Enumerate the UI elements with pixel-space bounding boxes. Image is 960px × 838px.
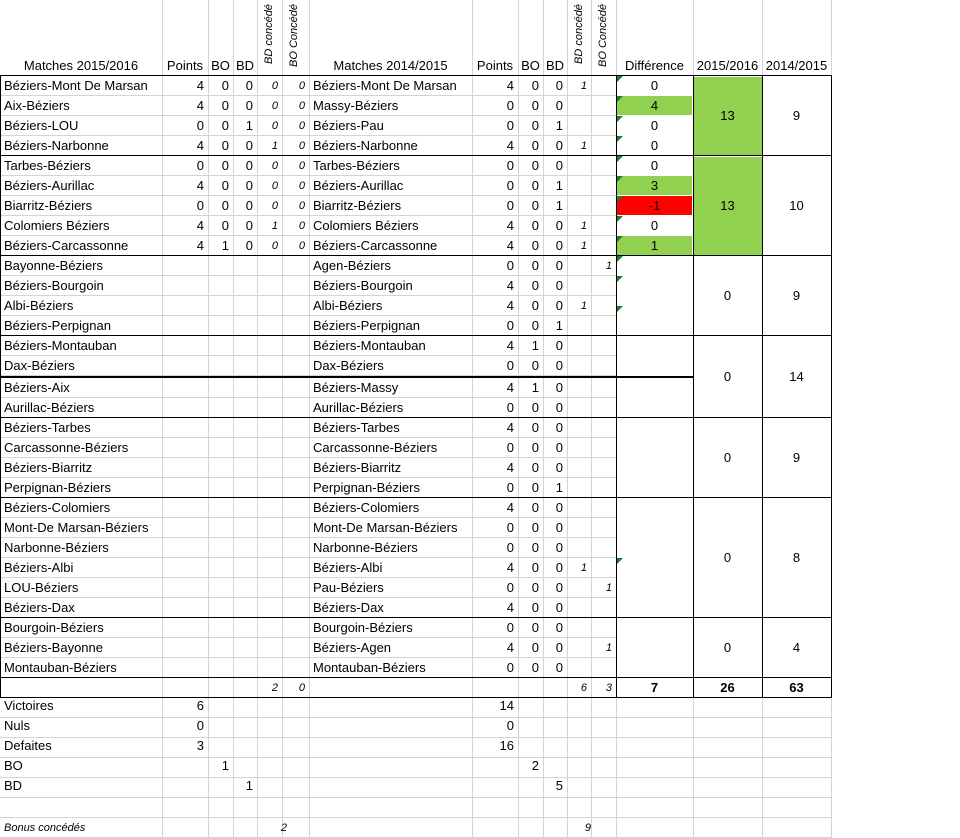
cell-bo2[interactable]: 0 <box>531 158 539 173</box>
cell-bo2[interactable]: 0 <box>531 358 539 373</box>
cell-bd[interactable]: 0 <box>245 138 253 153</box>
cell-bo2[interactable]: 0 <box>531 500 539 515</box>
cell-bdc[interactable]: 0 <box>271 200 278 212</box>
comment-flag-icon <box>617 306 623 312</box>
group-total-2015: 13 <box>720 108 735 123</box>
cell-bdc[interactable]: 0 <box>271 240 278 252</box>
cell-boc[interactable]: 0 <box>298 180 305 192</box>
cell-bo2[interactable]: 0 <box>531 318 539 333</box>
summary-p: 3 <box>196 738 204 753</box>
cell-m14[interactable]: Aurillac-Béziers <box>313 400 404 415</box>
cell-boc[interactable]: 0 <box>298 220 305 232</box>
cell-bd2[interactable]: 0 <box>555 238 563 253</box>
cell-m14[interactable]: Béziers-Narbonne <box>313 138 418 153</box>
cell-bd2[interactable]: 0 <box>555 278 563 293</box>
cell-bo2[interactable]: 0 <box>531 660 539 675</box>
cell-bd[interactable]: 0 <box>245 218 253 233</box>
cell-bd2[interactable]: 0 <box>555 218 563 233</box>
group-total-2014: 9 <box>792 288 801 303</box>
cell-bd2[interactable]: 0 <box>555 258 563 273</box>
cell-p2[interactable]: 0 <box>506 440 514 455</box>
cell-m14[interactable]: Béziers-Aurillac <box>313 178 404 193</box>
cell-bd2[interactable]: 0 <box>555 620 563 635</box>
cell-boc[interactable]: 0 <box>298 80 305 92</box>
cell-m14[interactable]: Béziers-Agen <box>313 640 392 655</box>
cell-p[interactable]: 0 <box>196 158 204 173</box>
cell-bd2[interactable]: 0 <box>555 158 563 173</box>
summary-p: 0 <box>196 718 204 733</box>
cell-bd2[interactable]: 0 <box>555 520 563 535</box>
cell-bdc[interactable]: 0 <box>271 100 278 112</box>
cell-m15[interactable]: Béziers-Aix <box>4 380 70 395</box>
cell-p[interactable]: 0 <box>196 198 204 213</box>
cell-bdc[interactable]: 0 <box>271 160 278 172</box>
cell-bd2[interactable]: 0 <box>555 600 563 615</box>
cell-diff[interactable]: 0 <box>650 138 659 153</box>
cell-bo2[interactable]: 0 <box>531 420 539 435</box>
cell-bd2[interactable]: 1 <box>555 118 563 133</box>
cell-m15[interactable]: Béziers-Tarbes <box>4 420 91 435</box>
summary-p2: 0 <box>506 718 514 733</box>
cell-m14[interactable]: Béziers-Bourgoin <box>313 278 413 293</box>
cell-p2[interactable]: 4 <box>506 640 514 655</box>
cell-bd2[interactable]: 0 <box>555 500 563 515</box>
cell-bo2[interactable]: 0 <box>531 98 539 113</box>
summary-p2: 16 <box>499 738 514 753</box>
header-points-2014: Points <box>476 58 514 73</box>
cell-m15[interactable]: Béziers-Perpignan <box>4 318 111 333</box>
total-s15: 26 <box>720 680 735 695</box>
cell-p2[interactable]: 4 <box>506 218 514 233</box>
cell-boc2[interactable]: 1 <box>605 642 612 654</box>
cell-m15[interactable]: Béziers-Carcassonne <box>4 238 129 253</box>
comment-flag-icon <box>617 558 623 564</box>
comment-flag-icon <box>617 256 623 262</box>
cell-boc[interactable]: 0 <box>298 140 305 152</box>
cell-m15[interactable]: Béziers-Albi <box>4 560 74 575</box>
group-total-2014: 9 <box>792 108 801 123</box>
group-total-2015: 13 <box>720 198 735 213</box>
cell-bo[interactable]: 0 <box>221 98 229 113</box>
cell-bo2[interactable]: 0 <box>531 560 539 575</box>
grid-col-line <box>567 0 568 838</box>
cell-bo2[interactable]: 0 <box>531 400 539 415</box>
cell-boc2[interactable]: 1 <box>605 260 612 272</box>
cell-m14[interactable]: Carcassonne-Béziers <box>313 440 438 455</box>
group-border-vertical <box>762 75 763 698</box>
cell-bo2[interactable]: 0 <box>531 440 539 455</box>
cell-boc[interactable]: 0 <box>298 160 305 172</box>
cell-diff[interactable]: 0 <box>650 218 659 233</box>
cell-p2[interactable]: 0 <box>506 318 514 333</box>
cell-bd2[interactable]: 1 <box>555 198 563 213</box>
cell-p2[interactable]: 4 <box>506 138 514 153</box>
total-diff: 7 <box>650 680 659 695</box>
group-total-2015: 0 <box>723 450 732 465</box>
summary-bo2: 2 <box>531 758 539 773</box>
cell-diff[interactable]: 0 <box>650 158 659 173</box>
cell-bdc2[interactable]: 1 <box>580 220 587 232</box>
comment-flag-icon <box>617 96 623 102</box>
cell-m15[interactable]: Dax-Béziers <box>4 358 75 373</box>
summary-p: 6 <box>196 698 204 713</box>
cell-m14[interactable]: Béziers-Carcassonne <box>313 238 438 253</box>
comment-flag-icon <box>617 116 623 122</box>
comment-flag-icon <box>617 276 623 282</box>
cell-m14[interactable]: Béziers-Biarritz <box>313 460 402 475</box>
cell-boc[interactable]: 0 <box>298 100 305 112</box>
cell-bo[interactable]: 0 <box>221 138 229 153</box>
cell-bo2[interactable]: 0 <box>531 78 539 93</box>
header-matches-2015-2016: Matches 2015/2016 <box>23 58 139 73</box>
cell-p2[interactable]: 4 <box>506 278 514 293</box>
cell-p2[interactable]: 0 <box>506 400 514 415</box>
summary-label: Nuls <box>4 718 31 733</box>
total-boc2: 3 <box>605 682 612 694</box>
cell-m15[interactable]: Mont-De Marsan-Béziers <box>4 520 149 535</box>
cell-bo[interactable]: 0 <box>221 178 229 193</box>
cell-bo2[interactable]: 1 <box>531 338 539 353</box>
cell-bd[interactable]: 1 <box>245 118 253 133</box>
cell-p2[interactable]: 0 <box>506 480 514 495</box>
cell-diff[interactable]: 3 <box>650 178 659 193</box>
comment-flag-icon <box>617 236 623 242</box>
cell-boc[interactable]: 0 <box>298 120 305 132</box>
cell-diff[interactable]: 4 <box>650 98 659 113</box>
cell-boc[interactable]: 0 <box>298 240 305 252</box>
total-bdc: 2 <box>271 682 278 694</box>
cell-p2[interactable]: 4 <box>506 338 514 353</box>
cell-p2[interactable]: 4 <box>506 500 514 515</box>
cell-bdc2[interactable]: 1 <box>580 562 587 574</box>
cell-diff[interactable]: 0 <box>650 118 659 133</box>
cell-m14[interactable]: Béziers-Perpignan <box>313 318 420 333</box>
header-matches-2014-2015: Matches 2014/2015 <box>333 58 448 73</box>
cell-m14[interactable]: Pau-Béziers <box>313 580 384 595</box>
cell-m15[interactable]: Aix-Béziers <box>4 98 70 113</box>
cell-bo[interactable]: 0 <box>221 78 229 93</box>
group-total-2014: 8 <box>792 550 801 565</box>
cell-bo2[interactable]: 0 <box>531 480 539 495</box>
cell-bo2[interactable]: 0 <box>531 540 539 555</box>
cell-p[interactable]: 4 <box>196 78 204 93</box>
cell-p[interactable]: 4 <box>196 138 204 153</box>
total-boc: 0 <box>298 682 305 694</box>
cell-m15[interactable]: Béziers-Narbonne <box>4 138 109 153</box>
cell-bd2[interactable]: 0 <box>555 338 563 353</box>
cell-p2[interactable]: 4 <box>506 600 514 615</box>
header-bd: BD <box>235 58 255 73</box>
cell-p2[interactable]: 4 <box>506 560 514 575</box>
cell-bd2[interactable]: 0 <box>555 640 563 655</box>
header-bd-concede: BD concédé <box>263 4 275 64</box>
cell-bd[interactable]: 0 <box>245 78 253 93</box>
cell-p[interactable]: 4 <box>196 98 204 113</box>
cell-m15[interactable]: Biarritz-Béziers <box>4 198 93 213</box>
cell-m15[interactable]: Béziers-Aurillac <box>4 178 95 193</box>
cell-bo2[interactable]: 0 <box>531 198 539 213</box>
cell-bd2[interactable]: 1 <box>555 318 563 333</box>
cell-m14[interactable]: Béziers-Pau <box>313 118 384 133</box>
summary-label: BO <box>4 758 23 773</box>
cell-boc[interactable]: 0 <box>298 200 305 212</box>
cell-bo2[interactable]: 0 <box>531 640 539 655</box>
cell-p[interactable]: 4 <box>196 238 204 253</box>
cell-m15[interactable]: Bourgoin-Béziers <box>4 620 104 635</box>
cell-p[interactable]: 0 <box>196 118 204 133</box>
header-difference: Différence <box>624 58 684 73</box>
cell-bd2[interactable]: 0 <box>555 400 563 415</box>
cell-bdc2[interactable]: 1 <box>580 240 587 252</box>
group-total-2015: 0 <box>723 640 732 655</box>
cell-m14[interactable]: Mont-De Marsan-Béziers <box>313 520 458 535</box>
cell-bdc[interactable]: 0 <box>271 180 278 192</box>
header-2015-2016: 2015/2016 <box>696 58 759 73</box>
cell-diff[interactable]: 0 <box>650 78 659 93</box>
cell-m14[interactable]: Béziers-Dax <box>313 600 384 615</box>
cell-m15[interactable]: Béziers-LOU <box>4 118 79 133</box>
group-total-2014: 14 <box>789 369 804 384</box>
comment-flag-icon <box>617 136 623 142</box>
cell-bo[interactable]: 1 <box>221 238 229 253</box>
cell-bo2[interactable]: 0 <box>531 178 539 193</box>
cell-m15[interactable]: Béziers-Montauban <box>4 338 117 353</box>
cell-m15[interactable]: Narbonne-Béziers <box>4 540 109 555</box>
cell-m15[interactable]: Bayonne-Béziers <box>4 258 103 273</box>
cell-bdc[interactable]: 1 <box>271 140 278 152</box>
cell-m14[interactable]: Perpignan-Béziers <box>313 480 420 495</box>
cell-m14[interactable]: Colomiers Béziers <box>313 218 419 233</box>
cell-p2[interactable]: 0 <box>506 178 514 193</box>
comment-flag-icon <box>617 76 623 82</box>
cell-m15[interactable]: Montauban-Béziers <box>4 660 117 675</box>
header-points: Points <box>166 58 204 73</box>
header-bd-concede-2014: BD concédé <box>573 4 585 64</box>
cell-m14[interactable]: Tarbes-Béziers <box>313 158 400 173</box>
summary-bd2: 5 <box>555 778 563 793</box>
comment-flag-icon <box>617 216 623 222</box>
header-bo: BO <box>211 58 230 73</box>
cell-m15[interactable]: Aurillac-Béziers <box>4 400 95 415</box>
group-total-2015: 0 <box>723 550 732 565</box>
summary-bo: 1 <box>221 758 229 773</box>
header-bd-2014: BD <box>545 58 565 73</box>
cell-m15[interactable]: Béziers-Bourgoin <box>4 278 104 293</box>
cell-bd[interactable]: 0 <box>245 158 253 173</box>
cell-bd[interactable]: 0 <box>245 198 253 213</box>
cell-bo2[interactable]: 0 <box>531 460 539 475</box>
comment-flag-icon <box>617 176 623 182</box>
cell-m14[interactable]: Béziers-Albi <box>313 560 383 575</box>
total-s14: 63 <box>789 680 804 695</box>
cell-m14[interactable]: Montauban-Béziers <box>313 660 426 675</box>
grid-col-line <box>591 0 592 838</box>
cell-m15[interactable]: Tarbes-Béziers <box>4 158 91 173</box>
cell-m14[interactable]: Dax-Béziers <box>313 358 384 373</box>
cell-m14[interactable]: Béziers-Mont De Marsan <box>313 78 457 93</box>
cell-p2[interactable]: 4 <box>506 380 514 395</box>
cell-p2[interactable]: 0 <box>506 98 514 113</box>
cell-p2[interactable]: 4 <box>506 298 514 313</box>
cell-bd[interactable]: 0 <box>245 178 253 193</box>
cell-bo2[interactable]: 0 <box>531 620 539 635</box>
cell-diff[interactable]: 1 <box>650 238 659 253</box>
cell-bo2[interactable]: 0 <box>531 218 539 233</box>
header-2014-2015: 2014/2015 <box>765 58 828 73</box>
cell-p2[interactable]: 4 <box>506 78 514 93</box>
cell-p2[interactable]: 4 <box>506 420 514 435</box>
cell-m14[interactable]: Bourgoin-Béziers <box>313 620 413 635</box>
cell-m14[interactable]: Albi-Béziers <box>313 298 383 313</box>
cell-bo2[interactable]: 0 <box>531 600 539 615</box>
summary-bd: 1 <box>245 778 253 793</box>
cell-bd2[interactable]: 0 <box>555 358 563 373</box>
cell-p2[interactable]: 0 <box>506 540 514 555</box>
cell-p2[interactable]: 0 <box>506 358 514 373</box>
cell-p2[interactable]: 0 <box>506 520 514 535</box>
cell-m15[interactable]: Colomiers Béziers <box>4 218 110 233</box>
cell-bd2[interactable]: 0 <box>555 660 563 675</box>
cell-bd2[interactable]: 0 <box>555 98 563 113</box>
cell-bd[interactable]: 0 <box>245 98 253 113</box>
comment-flag-icon <box>617 156 623 162</box>
cell-bd2[interactable]: 0 <box>555 540 563 555</box>
summary-label: BD <box>4 778 23 793</box>
cell-bo2[interactable]: 0 <box>531 298 539 313</box>
cell-bd[interactable]: 0 <box>245 238 253 253</box>
cell-p2[interactable]: 0 <box>506 118 514 133</box>
group-total-2014: 4 <box>792 640 801 655</box>
cell-m15[interactable]: Béziers-Dax <box>4 600 75 615</box>
cell-m15[interactable]: Béziers-Mont De Marsan <box>4 78 148 93</box>
cell-bo2[interactable]: 1 <box>531 380 539 395</box>
bonus-value-2015: 2 <box>280 822 287 834</box>
cell-bo2[interactable]: 0 <box>531 258 539 273</box>
group-total-2014: 9 <box>792 450 801 465</box>
cell-bd2[interactable]: 0 <box>555 580 563 595</box>
group-border-vertical <box>831 75 832 698</box>
cell-bd2[interactable]: 0 <box>555 78 563 93</box>
cell-bo[interactable]: 0 <box>221 218 229 233</box>
cell-m15[interactable]: Béziers-Colomiers <box>4 500 111 515</box>
summary-p2: 14 <box>499 698 514 713</box>
cell-p2[interactable]: 0 <box>506 198 514 213</box>
cell-p2[interactable]: 4 <box>506 238 514 253</box>
cell-bo[interactable]: 0 <box>221 198 229 213</box>
cell-m15[interactable]: Perpignan-Béziers <box>4 480 111 495</box>
cell-m14[interactable]: Béziers-Tarbes <box>313 420 400 435</box>
cell-p2[interactable]: 0 <box>506 660 514 675</box>
cell-m15[interactable]: LOU-Béziers <box>4 580 79 595</box>
cell-bo2[interactable]: 0 <box>531 520 539 535</box>
cell-bd2[interactable]: 1 <box>555 480 563 495</box>
cell-p2[interactable]: 0 <box>506 620 514 635</box>
cell-bdc[interactable]: 0 <box>271 120 278 132</box>
cell-bd2[interactable]: 0 <box>555 298 563 313</box>
cell-p2[interactable]: 0 <box>506 158 514 173</box>
cell-bdc2[interactable]: 1 <box>580 140 587 152</box>
cell-p2[interactable]: 0 <box>506 258 514 273</box>
cell-bd2[interactable]: 0 <box>555 560 563 575</box>
cell-p2[interactable]: 4 <box>506 460 514 475</box>
total-bdc2: 6 <box>580 682 587 694</box>
comment-flag-icon <box>617 196 623 202</box>
header-bo-concede-2014: BO Concédé <box>597 4 609 67</box>
cell-bd2[interactable]: 0 <box>555 380 563 395</box>
cell-m15[interactable]: Béziers-Biarritz <box>4 460 93 475</box>
summary-label: Defaites <box>4 738 52 753</box>
cell-m15[interactable]: Carcassonne-Béziers <box>4 440 129 455</box>
cell-diff[interactable]: -1 <box>648 198 661 213</box>
cell-bo2[interactable]: 0 <box>531 278 539 293</box>
header-bo-2014: BO <box>521 58 540 73</box>
summary-label: Victoires <box>4 698 54 713</box>
cell-m14[interactable]: Béziers-Massy <box>313 380 399 395</box>
grid-row-line <box>0 797 831 798</box>
cell-bdc2[interactable]: 1 <box>580 300 587 312</box>
cell-p2[interactable]: 0 <box>506 580 514 595</box>
cell-bd2[interactable]: 1 <box>555 178 563 193</box>
header-bo-concede: BO Concédé <box>288 4 300 67</box>
cell-m14[interactable]: Béziers-Montauban <box>313 338 426 353</box>
cell-bdc[interactable]: 0 <box>271 80 278 92</box>
cell-bo[interactable]: 0 <box>221 118 229 133</box>
cell-bo2[interactable]: 0 <box>531 580 539 595</box>
group-border-vertical <box>693 75 694 698</box>
group-total-2015: 0 <box>723 288 732 303</box>
cell-bo[interactable]: 0 <box>221 158 229 173</box>
cell-bo2[interactable]: 0 <box>531 118 539 133</box>
cell-bo2[interactable]: 0 <box>531 238 539 253</box>
cell-m14[interactable]: Biarritz-Béziers <box>313 198 402 213</box>
cell-bd2[interactable]: 0 <box>555 420 563 435</box>
cell-m14[interactable]: Massy-Béziers <box>313 98 399 113</box>
cell-m15[interactable]: Albi-Béziers <box>4 298 74 313</box>
cell-bdc2[interactable]: 1 <box>580 80 587 92</box>
bonus-value-2014: 9 <box>584 822 591 834</box>
cell-bdc[interactable]: 1 <box>271 220 278 232</box>
cell-boc2[interactable]: 1 <box>605 582 612 594</box>
cell-bo2[interactable]: 0 <box>531 138 539 153</box>
cell-bd2[interactable]: 0 <box>555 138 563 153</box>
cell-m14[interactable]: Béziers-Colomiers <box>313 500 420 515</box>
cell-p[interactable]: 4 <box>196 178 204 193</box>
cell-m14[interactable]: Narbonne-Béziers <box>313 540 418 555</box>
cell-bd2[interactable]: 0 <box>555 440 563 455</box>
group-total-2014: 10 <box>789 198 804 213</box>
cell-m14[interactable]: Agen-Béziers <box>313 258 392 273</box>
cell-p[interactable]: 4 <box>196 218 204 233</box>
cell-bd2[interactable]: 0 <box>555 460 563 475</box>
bonus-label: Bonus concédés <box>4 822 86 834</box>
group-total-2015: 0 <box>723 369 732 384</box>
cell-m15[interactable]: Béziers-Bayonne <box>4 640 103 655</box>
